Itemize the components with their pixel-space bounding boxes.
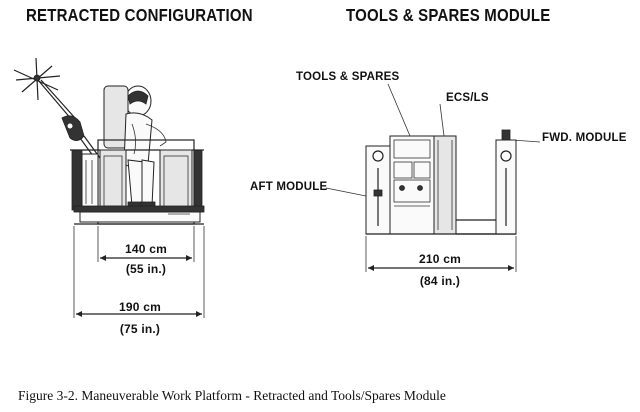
tools-spares-label: TOOLS & SPARES <box>296 71 400 83</box>
tools-spares-module-drawing <box>326 84 540 272</box>
fwd-module-label: FWD. MODULE <box>542 132 627 144</box>
right-title: TOOLS & SPARES MODULE <box>346 6 551 26</box>
inner-width-metric: 140 cm <box>125 242 167 256</box>
ecs-ls-box <box>434 136 456 234</box>
tools-spares-box <box>390 136 434 234</box>
module-width-imperial: (84 in.) <box>419 274 461 288</box>
retracted-platform-drawing <box>14 58 204 318</box>
antenna-icon <box>14 58 75 120</box>
aft-module-label: AFT MODULE <box>250 181 328 193</box>
inner-width-imperial: (55 in.) <box>125 262 167 276</box>
left-title: RETRACTED CONFIGURATION <box>26 6 253 26</box>
outer-width-imperial: (75 in.) <box>119 322 161 336</box>
module-width-metric: 210 cm <box>419 252 461 266</box>
ecs-ls-label: ECS/LS <box>446 92 489 104</box>
outer-width-metric: 190 cm <box>119 300 161 314</box>
figure-caption: Figure 3-2. Maneuverable Work Platform - Retracted and Tools/Spares Module <box>18 388 446 403</box>
